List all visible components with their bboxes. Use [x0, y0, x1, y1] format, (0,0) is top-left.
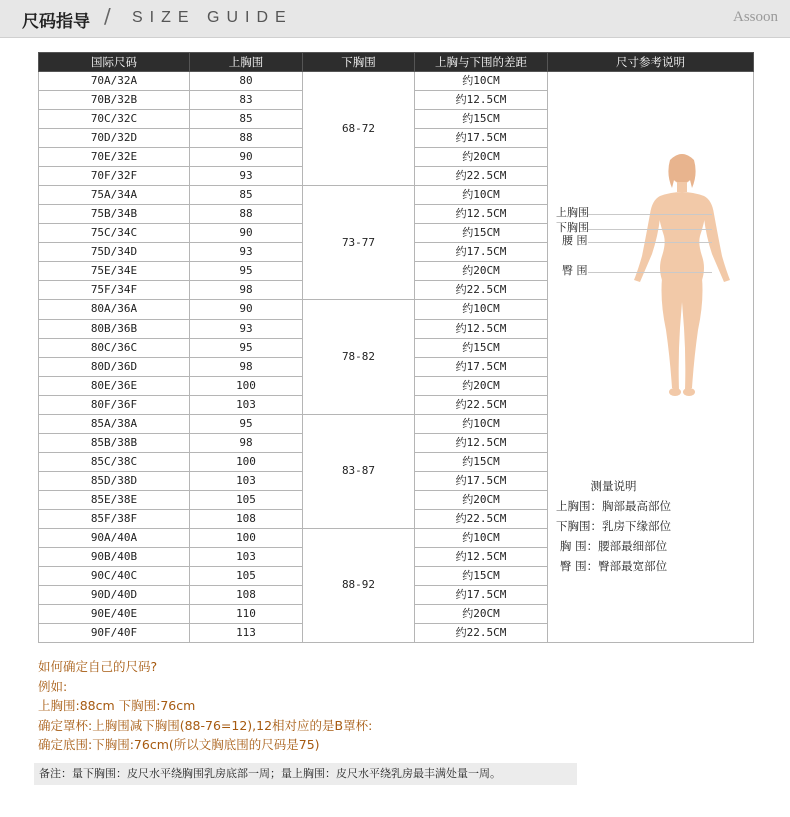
header-reference: 尺寸参考说明	[548, 53, 754, 72]
cell-difference: 约12.5CM	[415, 205, 548, 224]
cell-intl-size: 90D/40D	[39, 586, 190, 605]
remark-note: 备注：量下胸围：皮尺水平绕胸围乳房底部一周；量上胸围：皮尺水平绕乳房最丰满处量一周。	[34, 763, 577, 785]
cell-upper-bust: 95	[190, 262, 303, 281]
header-upper-bust: 上胸围	[190, 53, 303, 72]
cell-upper-bust: 93	[190, 243, 303, 262]
cell-difference: 约20CM	[415, 262, 548, 281]
cell-intl-size: 70C/32C	[39, 110, 190, 129]
upper-bust-guide-line	[588, 214, 712, 215]
how-to-line: 如何确定自己的尺码?	[38, 659, 158, 674]
size-table-body	[39, 72, 754, 643]
note-line: 臀 围：臀部最宽部位	[559, 559, 668, 573]
cell-difference: 约22.5CM	[415, 395, 548, 414]
cell-difference: 约12.5CM	[415, 433, 548, 452]
cell-upper-bust: 95	[190, 414, 303, 433]
cell-upper-bust: 108	[190, 509, 303, 528]
body-silhouette-icon	[630, 152, 734, 402]
page-title-en: SIZE GUIDE	[132, 9, 293, 26]
cell-upper-bust: 90	[190, 148, 303, 167]
cell-intl-size: 75F/34F	[39, 281, 190, 300]
cell-upper-bust: 110	[190, 605, 303, 624]
cell-intl-size: 85E/38E	[39, 490, 190, 509]
label-upper-bust: 上胸围	[556, 206, 589, 219]
page-title-zh: 尺码指导	[22, 12, 90, 32]
cell-difference: 约22.5CM	[415, 624, 548, 643]
label-waist: 腰 围	[562, 234, 588, 247]
cell-upper-bust: 85	[190, 110, 303, 129]
cell-intl-size: 75B/34B	[39, 205, 190, 224]
cell-intl-size: 75E/34E	[39, 262, 190, 281]
notes-title: 测量说明	[590, 479, 637, 493]
cell-difference: 约15CM	[415, 567, 548, 586]
cell-intl-size: 80A/36A	[39, 300, 190, 319]
cell-upper-bust: 90	[190, 224, 303, 243]
cell-intl-size: 80B/36B	[39, 319, 190, 338]
title-divider: /	[104, 4, 111, 28]
cell-difference: 约22.5CM	[415, 509, 548, 528]
header-difference: 上胸与下围的差距	[415, 53, 548, 72]
cell-difference: 约12.5CM	[415, 319, 548, 338]
cell-difference: 约20CM	[415, 605, 548, 624]
brand-logo: Assoon	[732, 9, 778, 25]
cell-under-bust-range: 88-92	[303, 528, 415, 642]
cell-upper-bust: 98	[190, 433, 303, 452]
cell-upper-bust: 83	[190, 91, 303, 110]
reference-panel	[548, 72, 754, 643]
cell-intl-size: 70E/32E	[39, 148, 190, 167]
cell-intl-size: 70F/32F	[39, 167, 190, 186]
cell-difference: 约17.5CM	[415, 243, 548, 262]
cell-upper-bust: 85	[190, 186, 303, 205]
cell-upper-bust: 98	[190, 281, 303, 300]
cell-upper-bust: 108	[190, 586, 303, 605]
cell-under-bust-range: 73-77	[303, 186, 415, 300]
cell-difference: 约17.5CM	[415, 471, 548, 490]
how-to-line: 上胸围:88cm 下胸围:76cm	[38, 698, 196, 713]
cell-intl-size: 90C/40C	[39, 567, 190, 586]
label-under-bust: 下胸围	[556, 221, 589, 234]
cell-intl-size: 75D/34D	[39, 243, 190, 262]
table-row	[39, 72, 754, 91]
cell-difference: 约20CM	[415, 490, 548, 509]
cell-upper-bust: 93	[190, 167, 303, 186]
cell-intl-size: 85F/38F	[39, 509, 190, 528]
cell-difference: 约15CM	[415, 452, 548, 471]
cell-upper-bust: 100	[190, 376, 303, 395]
page-header	[0, 0, 790, 38]
header-under-bust: 下胸围	[303, 53, 415, 72]
cell-intl-size: 85C/38C	[39, 452, 190, 471]
cell-upper-bust: 100	[190, 452, 303, 471]
cell-difference: 约22.5CM	[415, 281, 548, 300]
cell-under-bust-range: 68-72	[303, 72, 415, 186]
cell-difference: 约20CM	[415, 376, 548, 395]
cell-upper-bust: 88	[190, 129, 303, 148]
how-to-line: 确定罩杯:上胸围减下胸围(88-76=12),12相对应的是B罩杯:	[38, 717, 373, 733]
cell-intl-size: 70D/32D	[39, 129, 190, 148]
cell-upper-bust: 103	[190, 395, 303, 414]
cell-difference: 约15CM	[415, 338, 548, 357]
cell-intl-size: 85B/38B	[39, 433, 190, 452]
cell-difference: 约10CM	[415, 414, 548, 433]
cell-intl-size: 85D/38D	[39, 471, 190, 490]
cell-difference: 约10CM	[415, 72, 548, 91]
cell-difference: 约12.5CM	[415, 91, 548, 110]
cell-intl-size: 70A/32A	[39, 72, 190, 91]
cell-upper-bust: 90	[190, 300, 303, 319]
cell-upper-bust: 103	[190, 471, 303, 490]
cell-difference: 约17.5CM	[415, 129, 548, 148]
cell-difference: 约15CM	[415, 110, 548, 129]
cell-upper-bust: 100	[190, 528, 303, 547]
cell-intl-size: 90B/40B	[39, 548, 190, 567]
cell-upper-bust: 105	[190, 490, 303, 509]
cell-upper-bust: 88	[190, 205, 303, 224]
cell-upper-bust: 105	[190, 567, 303, 586]
cell-difference: 约10CM	[415, 186, 548, 205]
hip-guide-line	[588, 272, 712, 273]
cell-upper-bust: 95	[190, 338, 303, 357]
cell-difference: 约17.5CM	[415, 586, 548, 605]
under-bust-guide-line	[588, 229, 712, 230]
how-to-section	[38, 657, 372, 755]
note-line: 下胸围：乳房下缘部位	[556, 519, 671, 533]
cell-difference: 约20CM	[415, 148, 548, 167]
cell-upper-bust: 80	[190, 72, 303, 91]
measurement-notes	[556, 476, 671, 576]
cell-upper-bust: 98	[190, 357, 303, 376]
waist-guide-line	[588, 242, 712, 243]
cell-upper-bust: 93	[190, 319, 303, 338]
how-to-line: 确定底围:下胸围:76cm(所以文胸底围的尺码是75)	[38, 737, 320, 752]
label-hip: 臀 围	[562, 264, 588, 277]
size-table	[38, 52, 754, 643]
note-line: 胸 围：腰部最细部位	[559, 539, 668, 553]
table-header-row	[39, 53, 754, 72]
cell-under-bust-range: 78-82	[303, 300, 415, 414]
cell-intl-size: 80E/36E	[39, 376, 190, 395]
cell-under-bust-range: 83-87	[303, 414, 415, 528]
cell-difference: 约10CM	[415, 300, 548, 319]
cell-intl-size: 85A/38A	[39, 414, 190, 433]
header-intl-size: 国际尺码	[39, 53, 190, 72]
cell-intl-size: 70B/32B	[39, 91, 190, 110]
cell-intl-size: 80F/36F	[39, 395, 190, 414]
cell-difference: 约22.5CM	[415, 167, 548, 186]
cell-difference: 约10CM	[415, 528, 548, 547]
cell-upper-bust: 103	[190, 548, 303, 567]
cell-difference: 约17.5CM	[415, 357, 548, 376]
cell-upper-bust: 113	[190, 624, 303, 643]
note-line: 上胸围：胸部最高部位	[556, 499, 671, 513]
how-to-line: 例如:	[38, 678, 68, 694]
cell-intl-size: 80C/36C	[39, 338, 190, 357]
cell-difference: 约15CM	[415, 224, 548, 243]
cell-intl-size: 90F/40F	[39, 624, 190, 643]
cell-intl-size: 90E/40E	[39, 605, 190, 624]
cell-intl-size: 75A/34A	[39, 186, 190, 205]
cell-intl-size: 90A/40A	[39, 528, 190, 547]
cell-intl-size: 75C/34C	[39, 224, 190, 243]
cell-difference: 约12.5CM	[415, 548, 548, 567]
cell-intl-size: 80D/36D	[39, 357, 190, 376]
